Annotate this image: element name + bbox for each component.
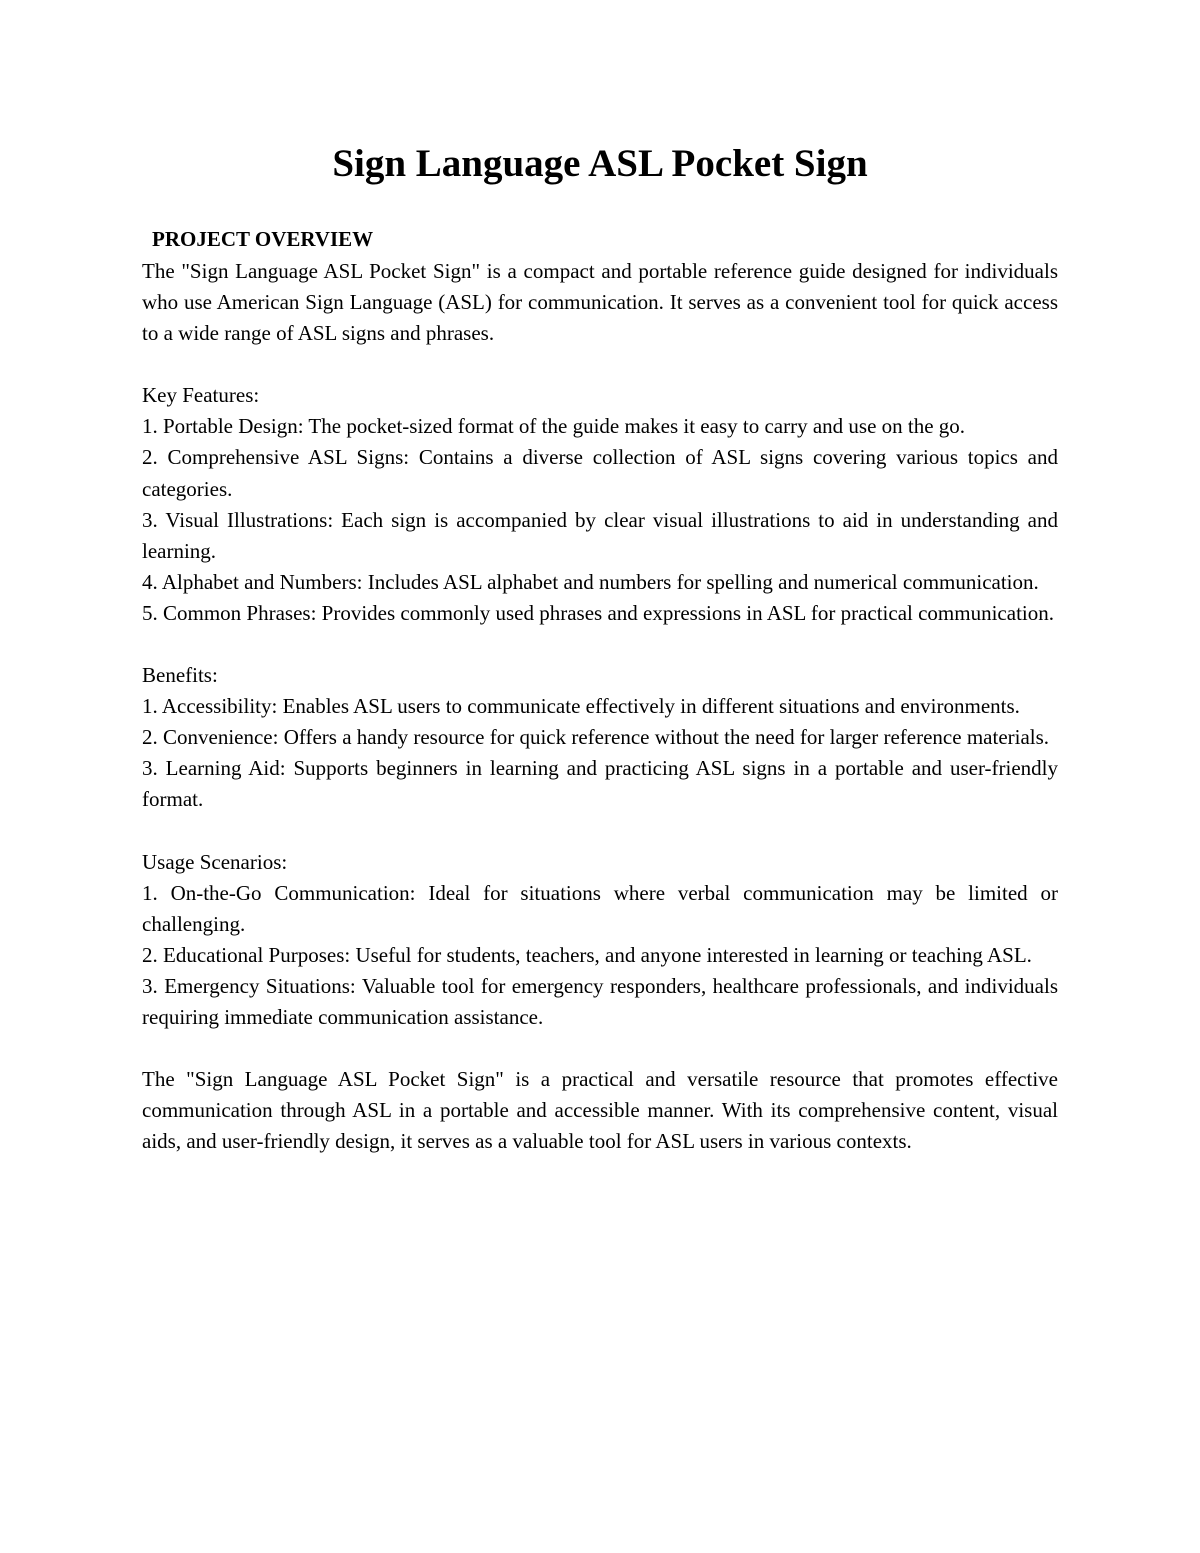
list-item: 3. Learning Aid: Supports beginners in learning and practicing ASL signs in a portable and user-friendly format. [142, 756, 1058, 812]
overview-paragraph: The "Sign Language ASL Pocket Sign" is a compact and portable reference guide designed for individuals who use American Sign Language (ASL) for communication. It serves as a convenient tool for quick access to a wide range of ASL signs and phrases. [142, 259, 1058, 346]
list-item: 3. Visual Illustrations: Each sign is accompanied by clear visual illustrations to aid in understanding and learning. [142, 507, 1058, 563]
list-item: 2. Educational Purposes: Useful for students, teachers, and anyone interested in learning or teaching ASL. [142, 942, 1032, 967]
list-item: 4. Alphabet and Numbers: Includes ASL alphabet and numbers for spelling and numerical communication. [142, 569, 1039, 594]
usage-scenarios-heading: Usage Scenarios: [142, 849, 288, 874]
list-item: 1. On-the-Go Communication: Ideal for situations where verbal communication may be limited or challenging. [142, 880, 1058, 936]
spacer [142, 1033, 1058, 1064]
list-item: 3. Emergency Situations: Valuable tool for emergency responders, healthcare professionals, and individuals requiring immediate communication assistance. [142, 973, 1058, 1029]
document-body [142, 140, 1058, 1157]
spacer [142, 629, 1058, 660]
spacer [142, 349, 1058, 380]
key-features-heading: Key Features: [142, 383, 260, 408]
benefits-list [142, 691, 1058, 815]
usage-scenarios-list [142, 878, 1058, 1033]
list-item: 5. Common Phrases: Provides commonly used phrases and expressions in ASL for practical communication. [142, 600, 1054, 625]
key-features-list [142, 411, 1058, 629]
list-item: 2. Comprehensive ASL Signs: Contains a diverse collection of ASL signs covering various topics and categories. [142, 445, 1058, 501]
overview-heading: PROJECT OVERVIEW [152, 227, 374, 251]
benefits-heading: Benefits: [142, 663, 218, 688]
list-item: 1. Accessibility: Enables ASL users to communicate effectively in different situations and environments. [142, 694, 1020, 719]
list-item: 2. Convenience: Offers a handy resource for quick reference without the need for larger reference materials. [142, 725, 1050, 750]
conclusion-paragraph: The "Sign Language ASL Pocket Sign" is a practical and versatile resource that promotes effective communication through ASL in a portable and accessible manner. With its comprehensive content, visual aids, and user-friendly design, it serves as a valuable tool for ASL users in various contexts. [142, 1067, 1058, 1154]
spacer [142, 816, 1058, 847]
list-item: 1. Portable Design: The pocket-sized format of the guide makes it easy to carry and use on the go. [142, 414, 966, 439]
document-title: Sign Language ASL Pocket Sign [332, 142, 868, 185]
